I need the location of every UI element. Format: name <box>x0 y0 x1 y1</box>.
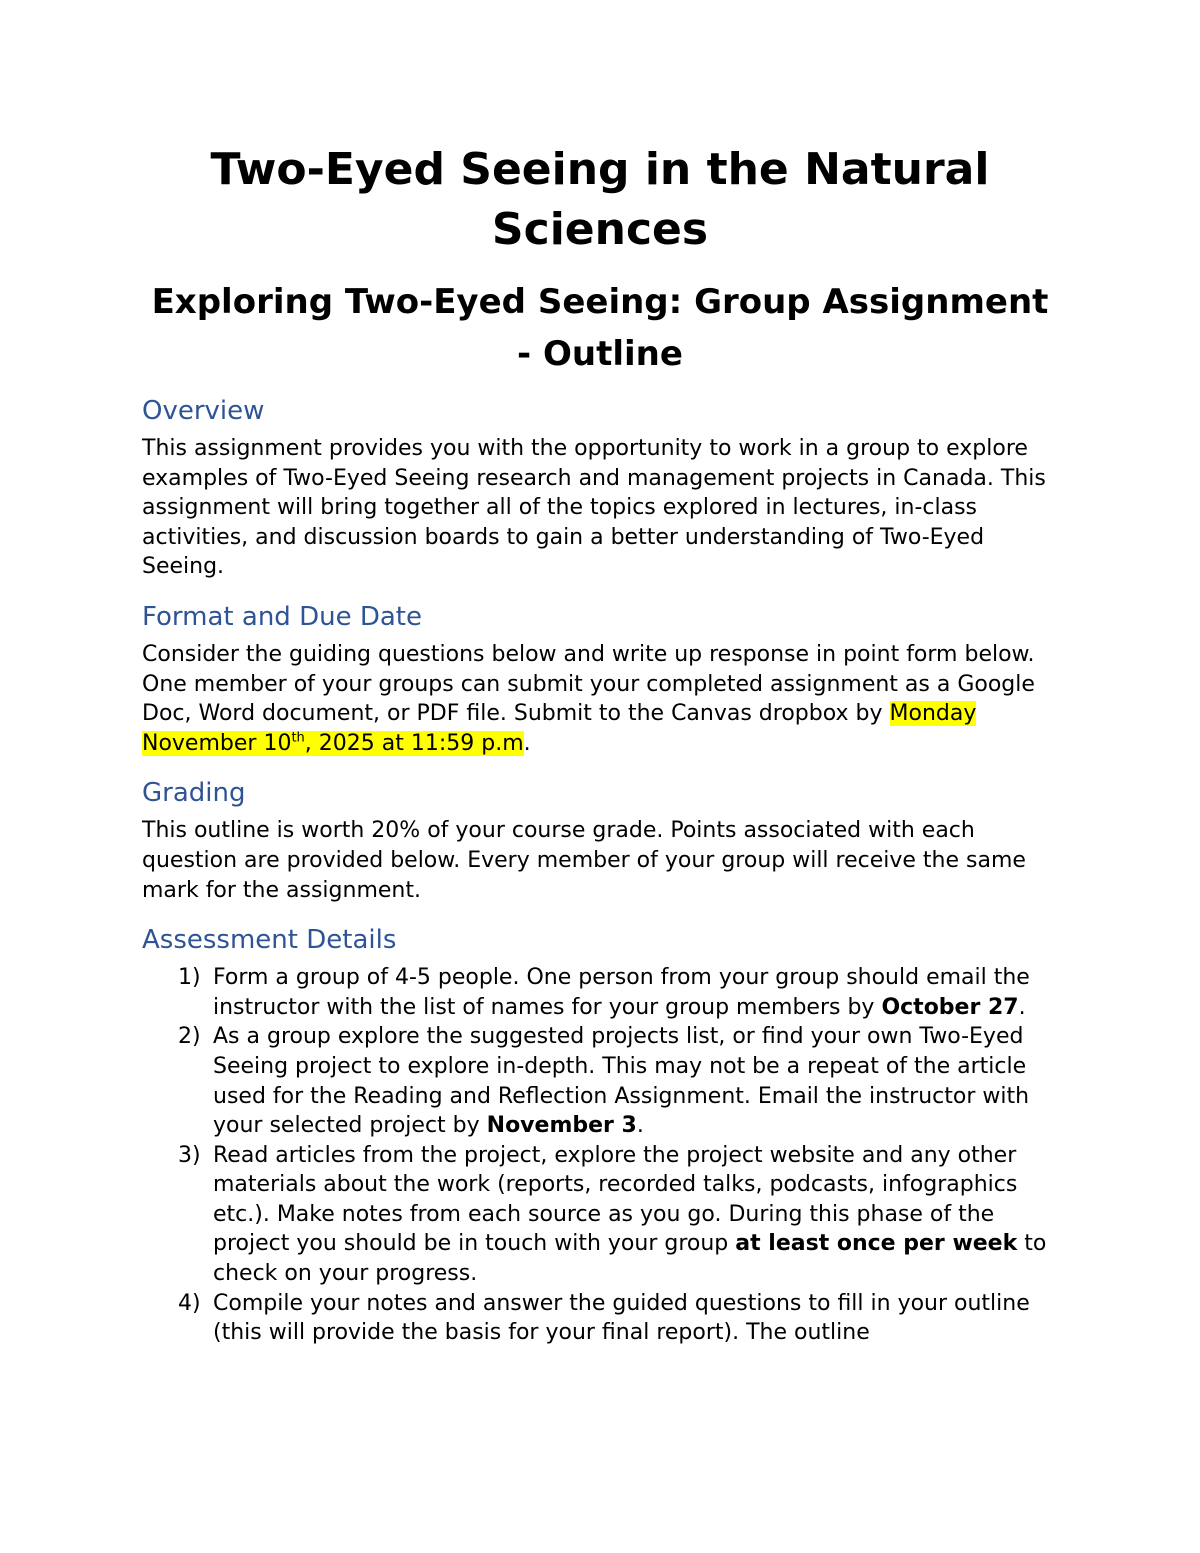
list-item-date: October 27 <box>881 994 1019 1020</box>
list-item-number: 3) <box>178 1142 201 1168</box>
due-date-part1: Monday November 10 <box>142 701 977 756</box>
assessment-list <box>142 963 1058 1348</box>
document-page <box>142 140 1058 1348</box>
list-item-number: 4) <box>178 1290 201 1316</box>
list-item <box>142 1289 1058 1348</box>
list-item-number: 1) <box>178 965 201 991</box>
list-item-date: November 3 <box>486 1113 637 1139</box>
document-subtitle: Exploring Two-Eyed Seeing: Group Assignment - Outline <box>151 282 1049 374</box>
list-item <box>142 1141 1058 1289</box>
list-item-emphasis: at least once per week <box>735 1231 1018 1257</box>
assessment-heading: Assessment Details <box>142 925 397 956</box>
list-item-number: 2) <box>178 1024 201 1050</box>
list-item <box>142 1022 1058 1140</box>
document-title: Two-Eyed Seeing in the Natural Sciences <box>210 144 990 255</box>
overview-section <box>142 394 1058 582</box>
overview-heading: Overview <box>142 396 265 426</box>
grading-text: This outline is worth 20% of your course grade. Points associated with each question are provided below. Every member of your group will receive the same mark for the assignment. <box>142 818 1026 903</box>
list-item-text-end: . <box>636 1113 644 1139</box>
due-date-ordinal: th <box>291 730 305 746</box>
grading-section <box>142 776 1058 905</box>
list-item-text-end: . <box>1018 994 1026 1020</box>
format-heading: Format and Due Date <box>142 601 422 632</box>
format-text-main: Consider the guiding questions below and write up response in point form below. One member of your groups can submit your completed assignment as a Google Doc, Word document, or PDF file. Submit to the Canvas dropbox by <box>142 641 1035 727</box>
list-item-text: Form a group of 4-5 people. One person from your group should email the instructor with the list of names for your group members by <box>213 965 1030 1020</box>
format-section <box>142 600 1058 758</box>
list-item-text: Read articles from the project, explore the project website and any other materials about the work (reports, recorded talks, podcasts, infographics etc.). Make notes from each source as you go. During this phase of the project you should be in touch with your group <box>213 1142 1018 1257</box>
list-item-text: Compile your notes and answer the guided questions to fill in your outline (this will provide the basis for your final report). The outline <box>213 1290 1030 1346</box>
assessment-section <box>142 923 1058 1348</box>
overview-text: This assignment provides you with the opportunity to work in a group to explore examples of Two-Eyed Seeing research and management projects in Canada. This assignment will bring together all of the topics explored in lectures, in-class activities, and discussion boards to gain a better understanding of Two-Eyed Seeing. <box>142 436 1046 580</box>
due-date-part2: , 2025 at 11:59 p.m <box>304 730 524 756</box>
format-text <box>142 640 1058 758</box>
list-item-text: As a group explore the suggested projects list, or find your own Two-Eyed Seeing project to explore in-depth. This may not be a repeat of the article used for the Reading and Reflection Assignment. Email the instructor with your selected project by <box>213 1024 1030 1139</box>
grading-heading: Grading <box>142 778 246 809</box>
list-item <box>142 963 1058 1022</box>
format-text-end: . <box>523 730 531 756</box>
list-item-text-end: to check on your progress. <box>213 1231 1047 1287</box>
